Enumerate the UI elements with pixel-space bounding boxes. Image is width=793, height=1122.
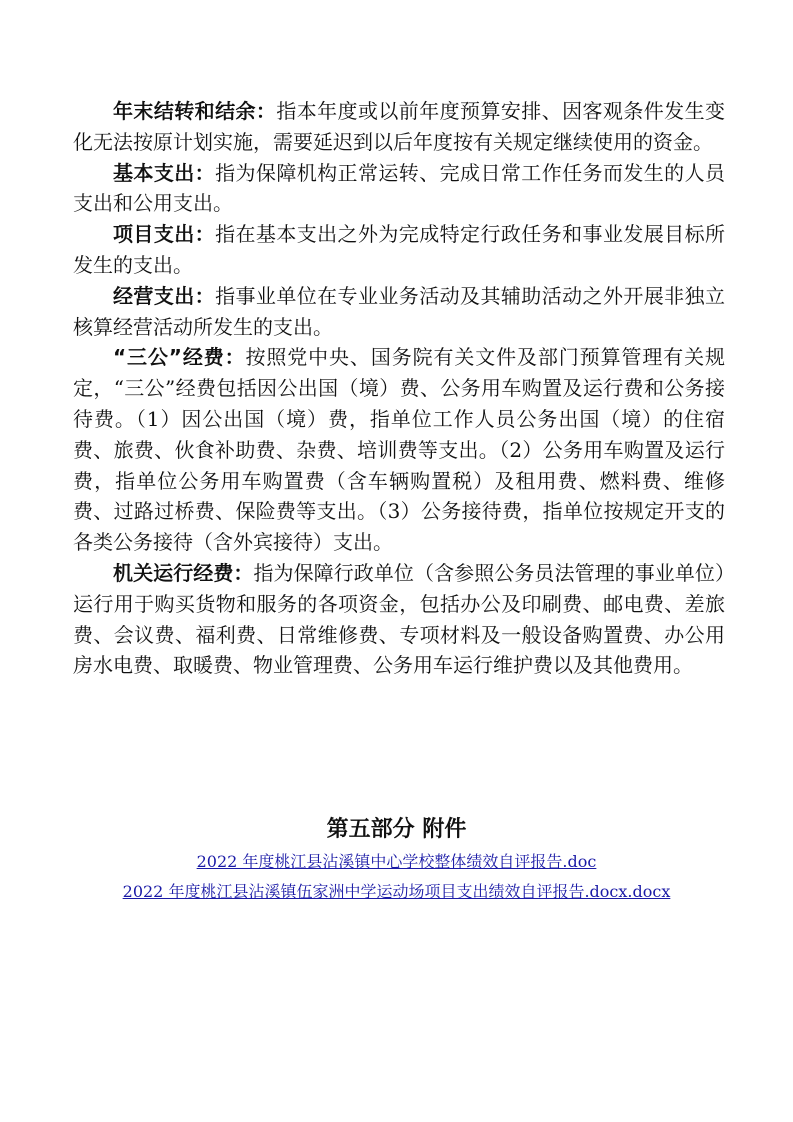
definition-term: 机关运行经费： — [113, 560, 254, 585]
definition-three-public-expenses — [73, 342, 725, 558]
definition-text: 指为保障机构正常运转、完成日常工作任务而发生的人员支出和公用支出。 — [73, 160, 726, 216]
attachment-item — [0, 877, 793, 907]
definition-text: 指事业单位在专业业务活动及其辅助活动之外开展非独立核算经营活动所发生的支出。 — [73, 283, 726, 339]
definition-agency-operating-funds — [73, 558, 725, 681]
definition-text: 指本年度或以前年度预算安排、因客观条件发生变化无法按原计划实施，需要延迟到以后年度按有关规定继续使用的资金。 — [73, 99, 726, 154]
definition-text: 指为保障行政单位（含参照公务员法管理的事业单位）运行用于购买货物和服务的各项资金，包括办公及印刷费、邮电费、差旅费、会议费、福利费、日常维修费、专项材料及一般设备购置费、办公用房水电费、取暖费、物业管理费、公务用车运行维护费以及其他费用。 — [73, 560, 726, 678]
definition-term: 经营支出： — [113, 283, 216, 308]
definition-text: 按照党中央、国务院有关文件及部门预算管理有关规定，“三公”经费包括因公出国（境）费、公务用车购置及运行费和公务接待费。（1）因公出国（境）费，指单位工作人员公务出国（境）的住宿费、旅费、伙食补助费、杂费、培训费等支出。（2）公务用车购置及运行费，指单位公务用车购置费（含车辆购置税）及租用费、燃料费、维修费、过路过桥费、保险费等支出。（3）公务接待费，指单位按规定开支的各类公务接待（含外宾接待）支出。 — [73, 345, 725, 555]
definition-basic-expenditure — [73, 158, 725, 220]
definition-term: 年末结转和结余： — [113, 99, 277, 123]
glossary-section — [73, 96, 725, 681]
definition-project-expenditure — [73, 219, 725, 281]
definition-term: “三公”经费： — [113, 345, 246, 370]
definition-operating-expenditure — [73, 281, 725, 343]
attachment-link-sports-field-report[interactable]: 2022 年度桃江县沾溪镇伍家洲中学运动场项目支出绩效自评报告.docx.docx — [122, 882, 671, 901]
attachment-item — [0, 847, 793, 877]
attachment-list — [0, 847, 793, 907]
definition-year-end-carryover — [73, 96, 725, 158]
attachment-link-school-report[interactable]: 2022 年度桃江县沾溪镇中心学校整体绩效自评报告.doc — [196, 852, 597, 871]
section-title: 第五部分 附件 — [326, 817, 467, 842]
definition-term: 项目支出： — [113, 222, 216, 247]
definition-text: 指在基本支出之外为完成特定行政任务和事业发展目标所发生的支出。 — [73, 222, 726, 277]
definition-term: 基本支出： — [113, 160, 216, 185]
